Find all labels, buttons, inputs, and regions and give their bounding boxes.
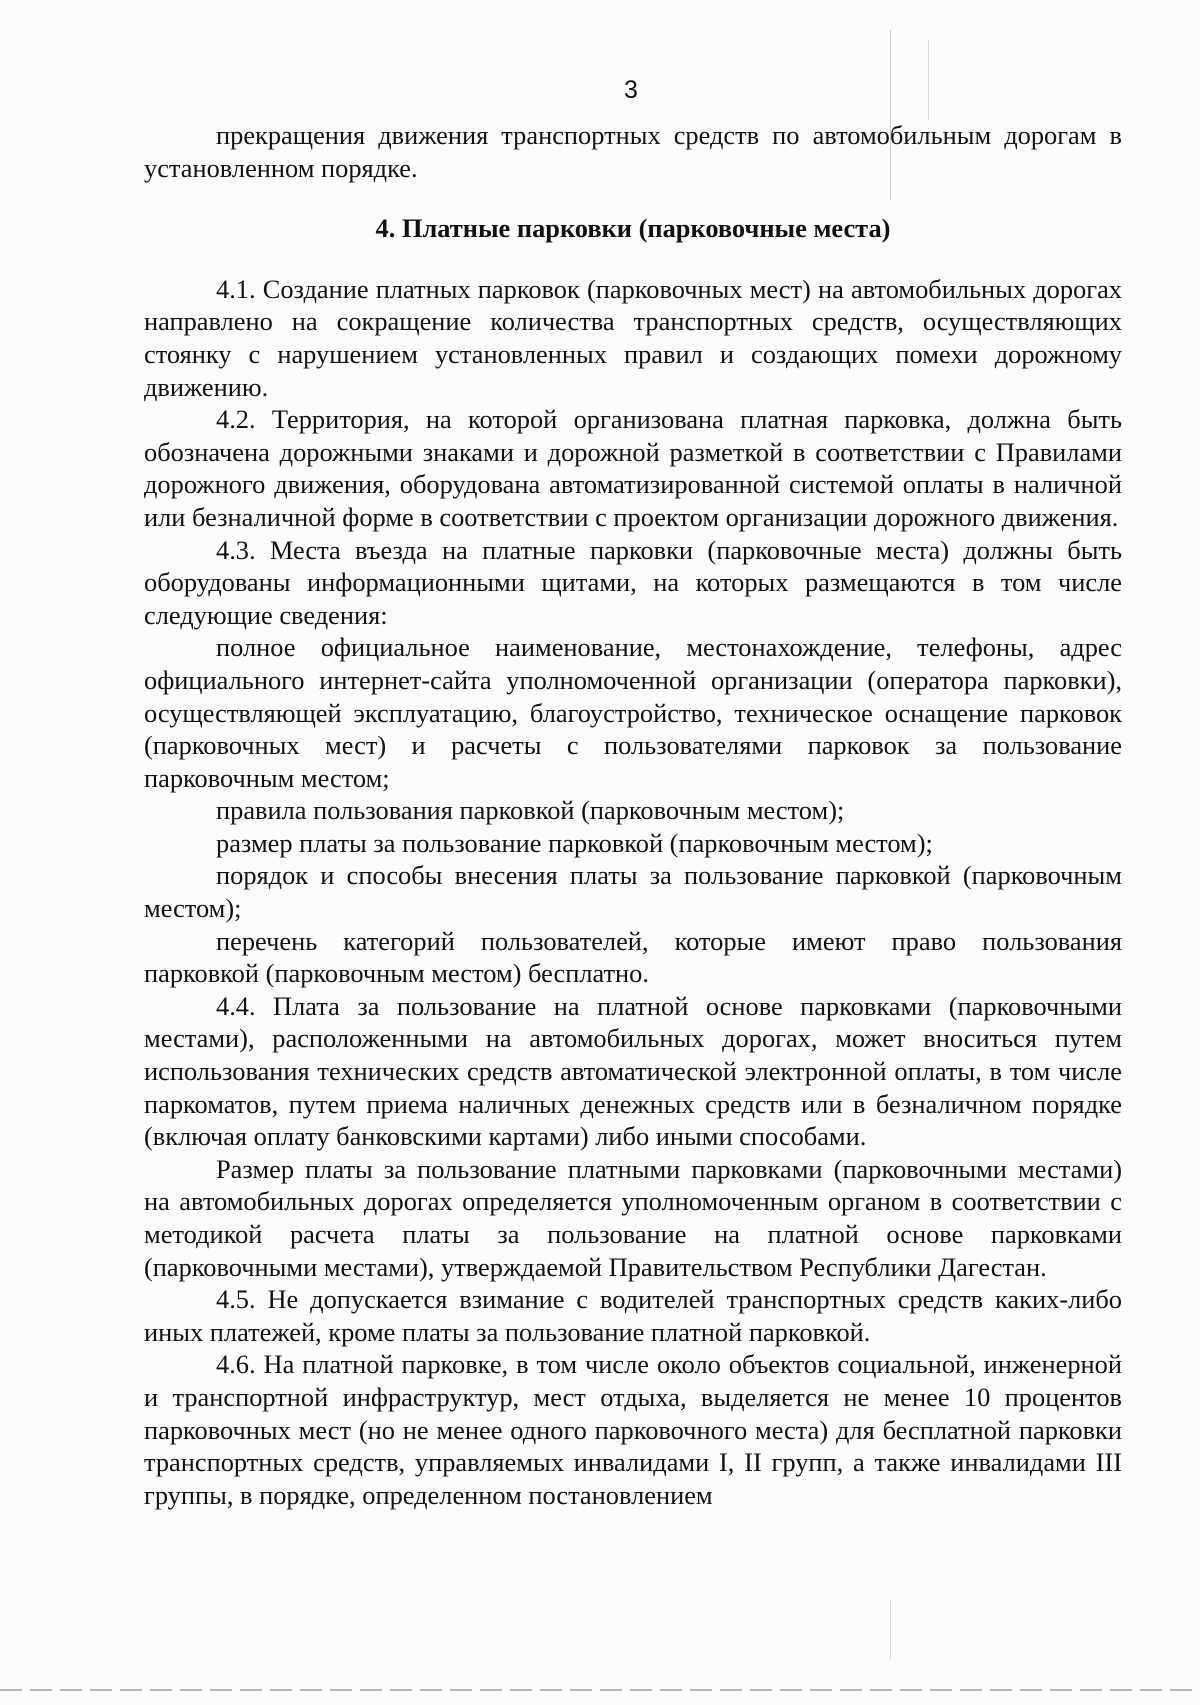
document-body (144, 119, 1122, 1511)
paragraph-4-2: 4.2. Территория, на которой организована платная парковка, должна быть обозначена дорожными знаками и дорожной разметкой в соответствии с Правилами дорожного движения, оборудована автоматизированной системой оплаты в наличной или безналичной форме в соответствии с проектом организации дорожного движения. (144, 404, 1122, 532)
page-number: 3 (624, 76, 638, 104)
paragraph-4-3-item-1: полное официальное наименование, местонахождение, телефоны, адрес официального интернет-сайта уполномоченной организации (оператора парковки), осуществляющей эксплуатацию, благоустройство, техническое оснащение парковок (парковочных мест) и расчеты с пользователями парковок за пользование парковочным местом; (144, 632, 1122, 793)
scan-mark-vertical-2 (928, 40, 929, 120)
paragraph-4-4-fee: Размер платы за пользование платными парковками (парковочными местами) на автомобильных дорогах определяется уполномоченным органом в соответствии с методикой расчета платы за пользование на платной основе парковками (парковочными местами), утверждаемой Правительством Республики Дагестан. (144, 1153, 1122, 1282)
scan-mark-vertical-3 (890, 1600, 891, 1660)
scan-mark-vertical-1 (890, 30, 891, 200)
paragraph-4-5: 4.5. Не допускается взимание с водителей транспортных средств каких-либо иных платежей, кроме платы за пользование платной парковкой. (144, 1284, 1122, 1347)
paragraph-4-3: 4.3. Места въезда на платные парковки (парковочные места) должны быть оборудованы информационными щитами, на которых размещаются в том числе следующие сведения: (144, 534, 1122, 630)
paragraph-4-1: 4.1. Создание платных парковок (парковочных мест) на автомобильных дорогах направлено на сокращение количества транспортных средств, осуществляющих стоянку с нарушением установленных правил и создающих помехи дорожному движению. (144, 273, 1122, 402)
paragraph-4-3-item-3: размер платы за пользование парковкой (парковочным местом); (216, 827, 933, 858)
paragraph-4-3-item-4: порядок и способы внесения платы за пользование парковкой (парковочным местом); (144, 860, 1122, 924)
paragraph-4-3-item-2: правила пользования парковкой (парковочным местом); (216, 795, 845, 826)
paragraph-4-4: 4.4. Плата за пользование на платной основе парковками (парковочными местами), расположенными на автомобильных дорогах, может вноситься путем использования технических средств автоматической электронной оплаты, в том числе паркоматов, путем приема наличных денежных средств или в безналичном порядке (включая оплату банковскими картами) либо иными способами. (144, 990, 1122, 1152)
section-heading: 4. Платные парковки (парковочные места) (375, 213, 891, 244)
scan-bottom-rule (0, 1689, 1200, 1691)
intro-paragraph: прекращения движения транспортных средств по автомобильным дорогам в установленном порядке. (144, 120, 1122, 183)
paragraph-4-6: 4.6. На платной парковке, в том числе около объектов социальной, инженерной и транспортной инфраструктур, мест отдыха, выделяется не менее 10 процентов парковочных мест (но не менее одного парковочного места) для бесплатной парковки транспортных средств, управляемых инвалидами I, II групп, а также инвалидами III группы, в порядке, определенном постановлением (144, 1349, 1122, 1510)
paragraph-4-3-item-5: перечень категорий пользователей, которые имеют право пользования парковкой (парковочным местом) бесплатно. (144, 925, 1122, 989)
